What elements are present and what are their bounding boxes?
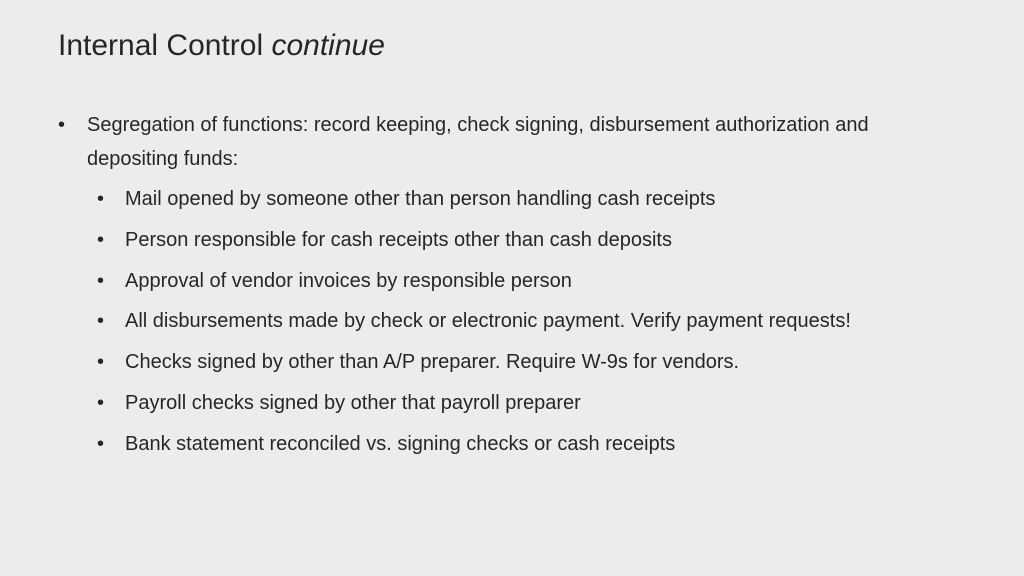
main-bullet-item bbox=[58, 108, 958, 176]
sub-bullet-text: Approval of vendor invoices by responsible person bbox=[125, 269, 572, 292]
sub-bullet-item bbox=[97, 304, 977, 345]
bullet-icon: • bbox=[97, 351, 105, 374]
sub-bullet-text: Bank statement reconciled vs. signing checks or cash receipts bbox=[125, 432, 676, 455]
bullet-icon: • bbox=[97, 228, 105, 251]
sub-bullet-item bbox=[97, 182, 977, 223]
sub-bullet-text: Person responsible for cash receipts other than cash deposits bbox=[125, 228, 672, 251]
sub-bullet-text: Payroll checks signed by other that payroll preparer bbox=[125, 391, 581, 414]
sub-bullet-item bbox=[97, 223, 977, 264]
slide-title bbox=[58, 26, 385, 66]
sub-bullet-item bbox=[97, 345, 977, 386]
bullet-icon: • bbox=[97, 391, 105, 414]
bullet-icon: • bbox=[97, 432, 105, 455]
title-main-text: Internal Control bbox=[58, 29, 272, 62]
main-bullet-text: Segregation of functions: record keeping, check signing, disbursement authorization and depositing funds: bbox=[87, 114, 869, 170]
bullet-icon: • bbox=[58, 114, 66, 136]
bullet-icon: • bbox=[97, 269, 105, 292]
sub-bullet-item bbox=[97, 264, 977, 305]
sub-bullet-text: Checks signed by other than A/P preparer. Require W-9s for vendors. bbox=[125, 351, 740, 374]
bullet-icon: • bbox=[97, 188, 105, 210]
title-italic-text: continue bbox=[271, 29, 385, 62]
sub-bullet-text: Mail opened by someone other than person handling cash receipts bbox=[125, 188, 716, 210]
sub-bullet-list bbox=[97, 182, 977, 468]
sub-bullet-item bbox=[97, 427, 977, 468]
sub-bullet-text: All disbursements made by check or electronic payment. Verify payment requests! bbox=[125, 310, 851, 333]
sub-bullet-item bbox=[97, 386, 977, 427]
bullet-icon: • bbox=[97, 310, 105, 333]
